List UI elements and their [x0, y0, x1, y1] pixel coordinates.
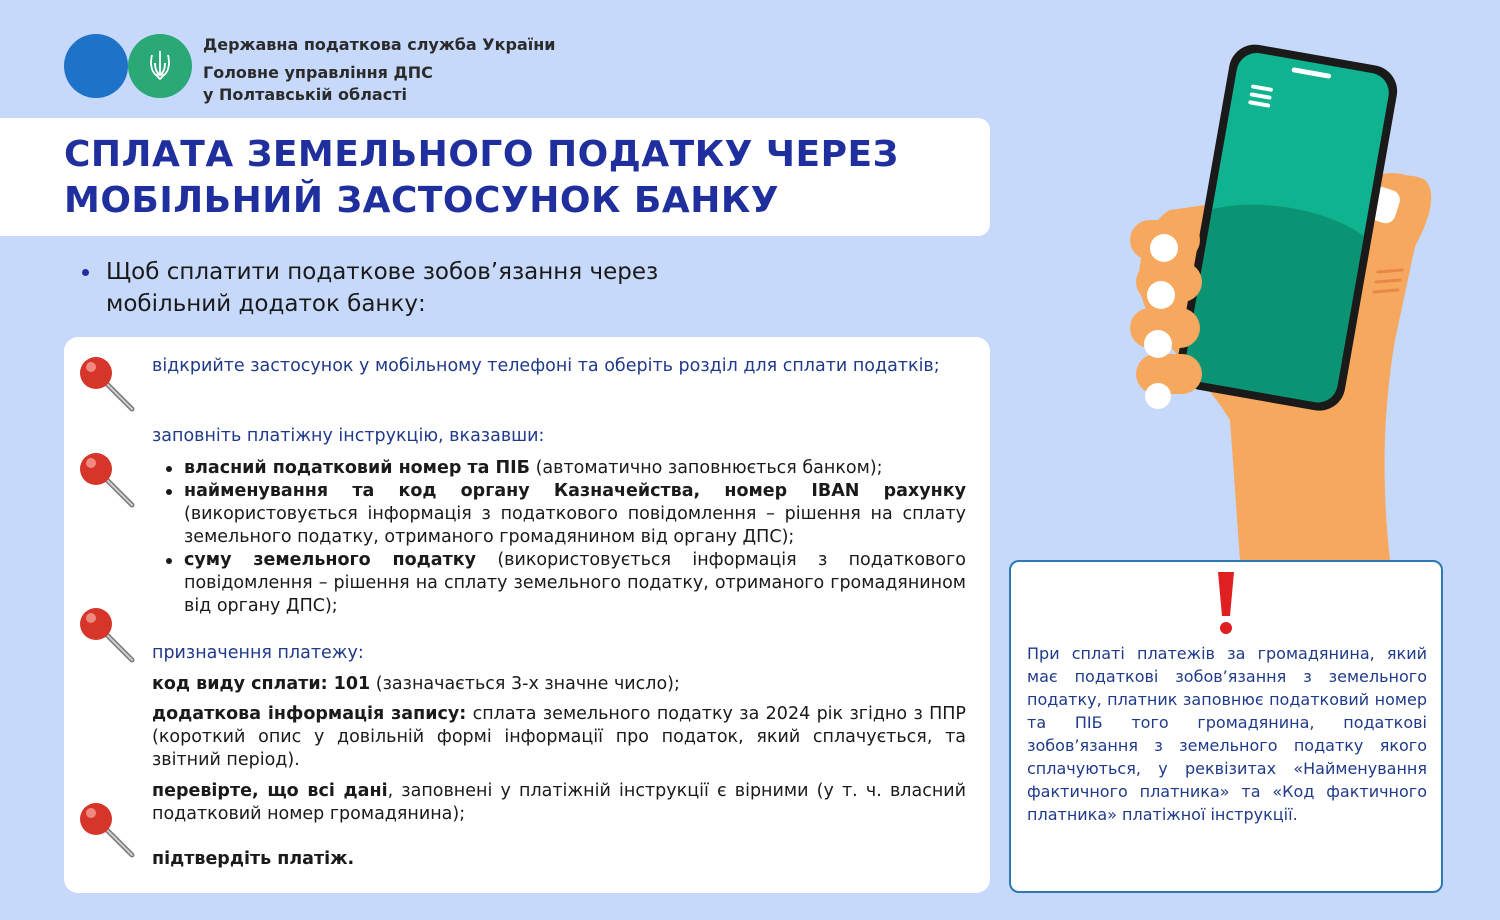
item-text: (автоматично заповнюється банком); [530, 458, 883, 478]
page-title [64, 132, 964, 224]
item-text: (використовується інформація з податкового повідомлення – рішення на сплату земельного податку, отриманого громадянином від органу ДПС); [184, 504, 966, 547]
confirm-label: підтвердіть платіж. [152, 849, 355, 869]
note-box [1009, 560, 1443, 893]
instructions-card [64, 337, 990, 893]
org-line2: Головне управління ДПС [203, 63, 433, 82]
intro-line2: мобільний додаток банку: [106, 291, 426, 317]
bullet-dot [82, 269, 89, 276]
item-text: (використовується інформація з податкового повідомлення – рішення на сплату земельного податку, отриманого громадянином від органу ДПС); [184, 550, 966, 616]
logo-blue-circle [64, 34, 128, 98]
confirm-payment [152, 848, 966, 871]
title-line1: СПЛАТА ЗЕМЕЛЬНОГО ПОДАТКУ ЧЕРЕЗ [64, 134, 899, 175]
logo-green-circle [128, 34, 192, 98]
org-name [203, 34, 556, 106]
step-payment-purpose: призначення платежу: [152, 643, 364, 663]
title-banner [0, 118, 990, 236]
org-line1: Державна податкова служба України [203, 35, 556, 54]
list-item [184, 457, 966, 480]
list-item [184, 480, 966, 549]
item-bold: найменування та код органу Казначейства, номер IBAN рахунку [184, 481, 966, 501]
pushpin-icon [76, 799, 140, 863]
logo [64, 34, 194, 100]
check-label: перевірте, що всі дані [152, 781, 388, 801]
title-line2: МОБІЛЬНИЙ ЗАСТОСУНОК БАНКУ [64, 180, 780, 221]
fields-list [184, 457, 966, 618]
trident-icon [147, 49, 173, 83]
intro-line1: Щоб сплатити податкове зобов’язання через [106, 259, 659, 285]
pushpin-icon [76, 353, 140, 417]
note-text: При сплаті платежів за громадянина, який має податкові зобов’язання з земельного податку, платник заповнює податковий номер та ПІБ того громадянина, податкові зобов’язання з земельного податку якого сплачуються, у реквізитах «Найменування фактичного платника» та «Код фактичного платника» платіжної інструкції. [1027, 644, 1427, 824]
code-label: код виду сплати: 101 [152, 674, 371, 694]
additional-info [152, 703, 966, 772]
exclamation-icon [1215, 570, 1237, 636]
item-bold: власний податковий номер та ПІБ [184, 458, 531, 478]
payment-code [152, 673, 966, 696]
step-fill-instruction: заповніть платіжну інструкцію, вказавши: [152, 426, 545, 446]
hand-phone-illustration [1110, 40, 1500, 560]
check-text: , заповнені у платіжній інструкції є вірними (у т. ч. власний податковий номер громадянина); [152, 781, 967, 824]
code-text: (зазначається 3-х значне число); [370, 674, 680, 694]
list-item [184, 549, 966, 618]
step-open-app: відкрийте застосунок у мобільному телефоні та оберіть розділ для сплати податків; [152, 356, 940, 376]
pushpin-icon [76, 449, 140, 513]
item-bold: суму земельного податку [184, 550, 477, 570]
org-line3: у Полтавській області [203, 85, 407, 104]
check-data [152, 780, 966, 826]
pushpin-icon [76, 604, 140, 668]
intro-bullet [82, 256, 842, 320]
info-text: сплата земельного податку за 2024 рік згідно з ППР (короткий опис у довільній формі інформації про податок, який сплачується, та звітний період). [152, 704, 966, 770]
info-label: додаткова інформація запису: [152, 704, 467, 724]
